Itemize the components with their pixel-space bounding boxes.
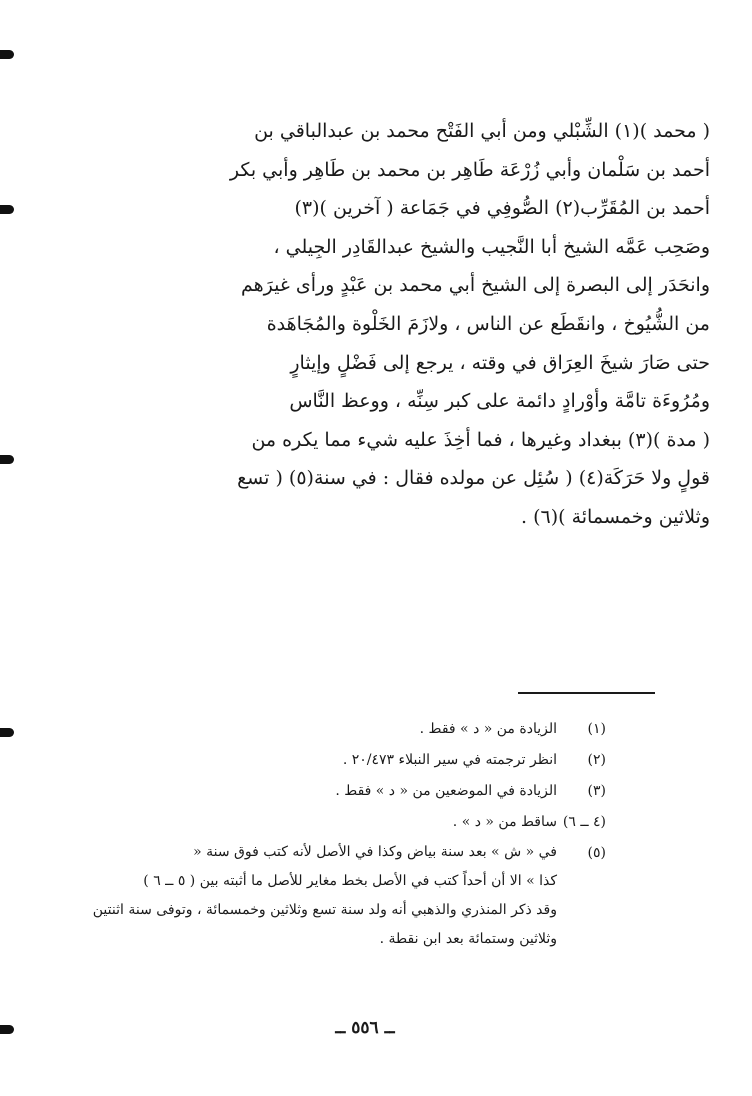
footnote-number: (١) bbox=[587, 721, 606, 737]
footnote-text: وقد ذكر المنذري والذهبي أنه ولد سنة تسع وثلاثين وخمسمائة ، وتوفى سنة اثنتين bbox=[92, 902, 557, 918]
footnote-separator bbox=[518, 692, 655, 694]
footnote-number: (٣) bbox=[587, 783, 606, 799]
text-line: وثلاثين وخمسمائة )(٦) . bbox=[520, 505, 710, 528]
footnote-text: كذا » الا أن أحداً كتب في الأصل بخط مغاير للأصل ما أثبته بين ( ٥ ــ ٦ ) bbox=[143, 873, 557, 889]
footnote-text: وثلاثين وستمائة بعد ابن نقطة . bbox=[379, 931, 557, 947]
margin-mark bbox=[0, 455, 14, 464]
text-line: قولٍ ولا حَرَكَة(٤) ( سُئِل عن مولده فقال : في سنة(٥) ( تسع bbox=[237, 467, 710, 490]
text-line: من الشُّيُوخ ، وانقَطَع عن الناس ، ولازَمَ الخَلْوة والمُجَاهَدة bbox=[266, 312, 710, 335]
text-line: حتى صَارَ شيخَ العِرَاق في وقته ، يرجع إلى فَضْلٍ وإيثارٍ bbox=[290, 351, 710, 374]
footnote-text: الزيادة من « د » فقط . bbox=[419, 721, 557, 737]
footnote bbox=[55, 745, 606, 776]
footnote bbox=[55, 714, 606, 745]
footnotes bbox=[55, 714, 606, 954]
footnote-number: (٢) bbox=[587, 752, 606, 768]
footnote-text: انظر ترجمته في سير النبلاء ٢٠/٤٧٣ . bbox=[342, 752, 557, 768]
text-line: أحمد بن المُقَرِّب(٢) الصُّوفِي في جَمَاعة ( آخرين )(٣) bbox=[294, 197, 710, 220]
footnote bbox=[55, 776, 606, 807]
main-text bbox=[95, 112, 710, 537]
page-number: ــ ٥٥٦ ــ bbox=[335, 1018, 395, 1038]
margin-mark bbox=[0, 728, 14, 737]
margin-mark bbox=[0, 205, 14, 214]
text-line: وانحَدَر إلى البصرة إلى الشيخ أبي محمد بن عَبْدٍ ورأى غيرَهم bbox=[240, 274, 710, 297]
footnote bbox=[55, 838, 606, 954]
footnote bbox=[55, 807, 606, 838]
footnote-text: في « ش » بعد سنة بياض وكذا في الأصل لأنه كتب فوق سنة « bbox=[193, 844, 557, 860]
footnote-number: (٥) bbox=[587, 845, 606, 861]
text-line: أحمد بن سَلْمان وأبي زُرْعَة طَاهِر بن محمد بن طَاهِر وأبي بكر bbox=[229, 158, 710, 181]
footnote-text: الزيادة في الموضعين من « د » فقط . bbox=[335, 783, 557, 799]
margin-mark bbox=[0, 50, 14, 59]
text-line: ( محمد )(١) الشِّبْلي ومن أبي الفَتْح محمد بن عبدالباقي بن bbox=[254, 120, 710, 142]
text-line: وصَحِب عَمَّه الشيخ أبا النَّجيب والشيخ عبدالقَادِر الجِيلي ، bbox=[273, 235, 710, 258]
text-line: ومُرُوءَة تامَّة وأوْرادٍ دائمة على كبر سِنِّه ، ووعظ النَّاس bbox=[289, 390, 710, 413]
footnote-text: ساقط من « د » . bbox=[452, 814, 557, 830]
margin-mark bbox=[0, 1025, 14, 1034]
footnote-number: (٤ ــ ٦) bbox=[562, 814, 606, 830]
text-line: ( مدة )(٣) ببغداد وغيرها ، فما أخِذَ عليه شيء مما يكره من bbox=[251, 428, 710, 451]
